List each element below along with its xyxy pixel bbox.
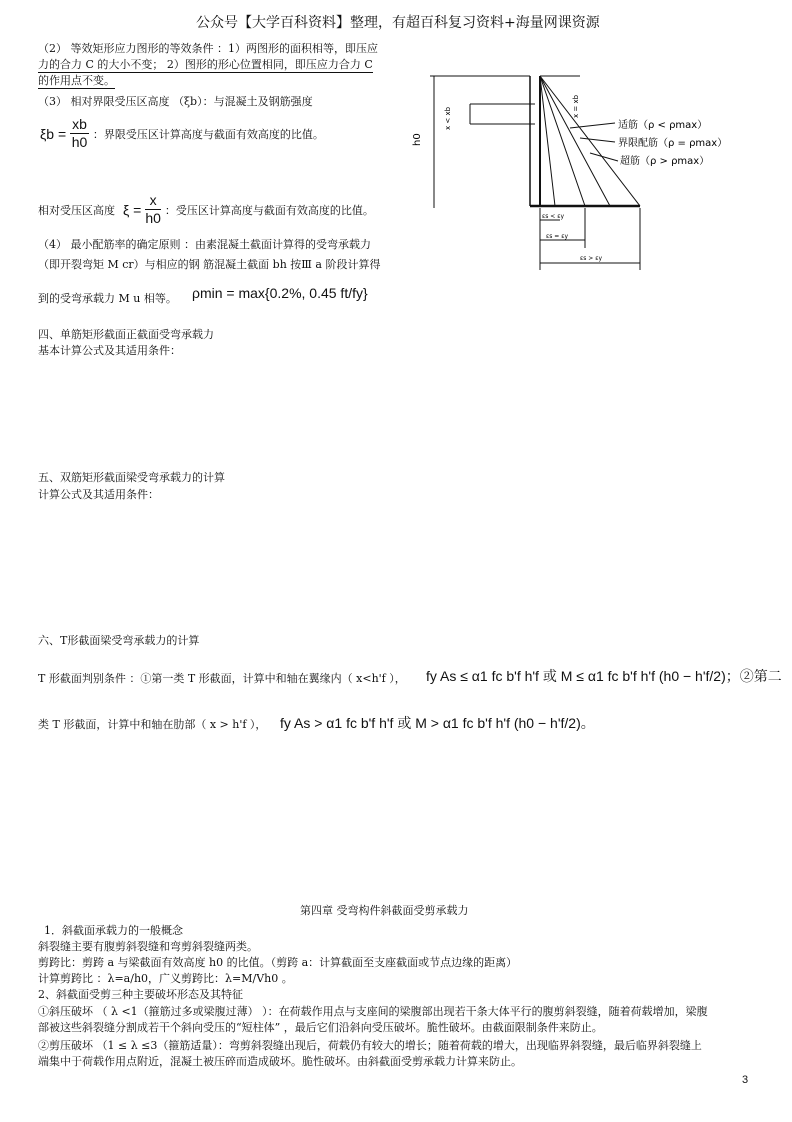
page-header: 公众号【大学百科资料】整理，有超百科复习资料+海量网课资源: [196, 15, 600, 31]
chapter4-title: 第四章 受弯构件斜截面受剪承载力: [300, 904, 469, 917]
t-section-cond1: T 形截面判别条件 ：①第一类 T 形截面，计算中和轴在翼缘内（ x<h'f ），: [38, 672, 406, 685]
ch4-p2-a1: ①斜压破坏 （ λ <1（箍筋过多或梁腹过薄） ）：在荷载作用点与支座间的梁腹部出现若干条大体平行的腹剪斜裂缝，随着荷载增加，梁腹: [38, 1005, 708, 1018]
ch4-p2-a2: 部被这些斜裂缝分割成若干个斜向受压的“短柱体” ，最后它们沿斜向受压破坏。脆性破坏。由截面限制条件来防止。: [38, 1021, 603, 1034]
leader-balanced: [580, 138, 615, 142]
h0-label: h0: [412, 133, 423, 146]
sec4-subtitle: 基本计算公式及其适用条件：: [38, 344, 181, 357]
ch4-p1-line1: 斜裂缝主要有腹剪斜裂缝和弯剪斜裂缝两类。: [38, 940, 258, 953]
sec4-title: 四、单筋矩形截面正截面受弯承载力: [38, 328, 214, 341]
xi-description: ：受压区计算高度与截面有效高度的比值。: [164, 204, 374, 217]
strain-line-over: [540, 76, 555, 206]
ch4-p2-b1: ②剪压破坏 （1 ≤ λ ≤3（箍筋适量）：弯剪斜裂缝出现后，荷载仍有较大的增长；随着荷载的增大，出现临界斜裂缝，最后临界斜裂缝上: [38, 1039, 702, 1052]
xi-fraction: [145, 193, 161, 226]
s2-line2: 力的合力 C 的大小不变； 2）图形的形心位置相同，即压应力合力 C: [38, 58, 373, 71]
xi-numerator: x: [145, 193, 161, 209]
ch4-p1-line2: 剪跨比：剪跨 a 与梁截面有效高度 h0 的比值。（剪跨 a：计算截面至支座截面或节点边缘的距离）: [38, 956, 518, 969]
e1-label: εs < εy: [542, 213, 565, 220]
ch4-p2-b2: 端集中于荷载作用点附近，混凝土被压碎而造成破坏。脆性破坏。由斜截面受剪承载力计算来防止。: [38, 1055, 522, 1068]
sec5-subtitle: 计算公式及其适用条件：: [38, 488, 159, 501]
ch4-p2-title: 2、斜截面受剪三种主要破坏形态及其特征: [38, 988, 243, 1001]
xi-formula: [38, 188, 374, 232]
xi-b-description: ：界限受压区计算高度与截面有效高度的比值。: [92, 128, 324, 141]
xi-b-numerator: xb: [72, 116, 87, 133]
s4-line2: （即开裂弯矩 M cr）与相应的钢 筋混凝土截面 bh 按Ⅲ a 阶段计算得: [38, 258, 381, 271]
xi-lhs: ξ =: [123, 202, 142, 218]
xi-label: 相对受压区高度: [38, 204, 115, 217]
s2-line1: （2） 等效矩形应力图形的等效条件 ：1）两图形的面积相等，即压应: [38, 42, 378, 55]
e2-label: εs = εy: [546, 233, 569, 240]
over-reinforced-label: 超筋（ρ > ρmax）: [620, 156, 710, 167]
s2-line3: 的作用点不变。: [38, 74, 115, 87]
t-section-cond2: 类 T 形截面，计算中和轴在肋部（ x > h'f ），: [38, 718, 267, 731]
s4-line3: 到的受弯承载力 M u 相等。: [38, 292, 177, 305]
xi-b-formula: [40, 112, 324, 156]
ch4-p1-title: 1．斜截面承载力的一般概念: [44, 924, 183, 937]
s3-title: （3） 相对界限受压区高度 （ξb）：与混凝土及钢筋强度: [38, 95, 313, 108]
xi-b-denominator: h0: [71, 133, 88, 150]
sec5-title: 五、双筋矩形截面梁受弯承载力的计算: [38, 471, 225, 484]
t-section-formula2: fy As > α1 fc b'f h'f 或 M > α1 fc b'f h'f (h0 − h'f/2)。: [280, 715, 595, 731]
strain-diagram: [410, 58, 750, 278]
s4-line1: （4） 最小配筋率的确定原则 ：由素混凝土截面计算得的受弯承载力: [38, 238, 371, 251]
under-reinforced-label: 适筋（ρ < ρmax）: [618, 120, 708, 131]
x-lt-label: x < xb: [444, 106, 452, 130]
ch4-p1-line3: 计算剪跨比 ：λ=a/h0，广义剪跨比：λ=M/Vh0 。: [38, 972, 293, 985]
page-number: 3: [742, 1074, 749, 1086]
sec6-title: 六、T形截面梁受弯承载力的计算: [38, 634, 200, 647]
balanced-label: 界限配筋（ρ = ρmax）: [618, 138, 728, 149]
xi-denominator: h0: [145, 209, 161, 226]
xi-b-lhs: ξb =: [40, 126, 67, 142]
x-eq-label: x = xb: [572, 94, 580, 118]
e3-label: εs > εy: [580, 255, 603, 262]
rho-min-formula: ρmin = max{0.2%, 0.45 ft/fy}: [192, 285, 368, 301]
t-section-formula1: fy As ≤ α1 fc b'f h'f 或 M ≤ α1 fc b'f h'f (h0 − h'f/2)；②第二: [426, 668, 782, 684]
xi-b-fraction: [70, 117, 89, 150]
